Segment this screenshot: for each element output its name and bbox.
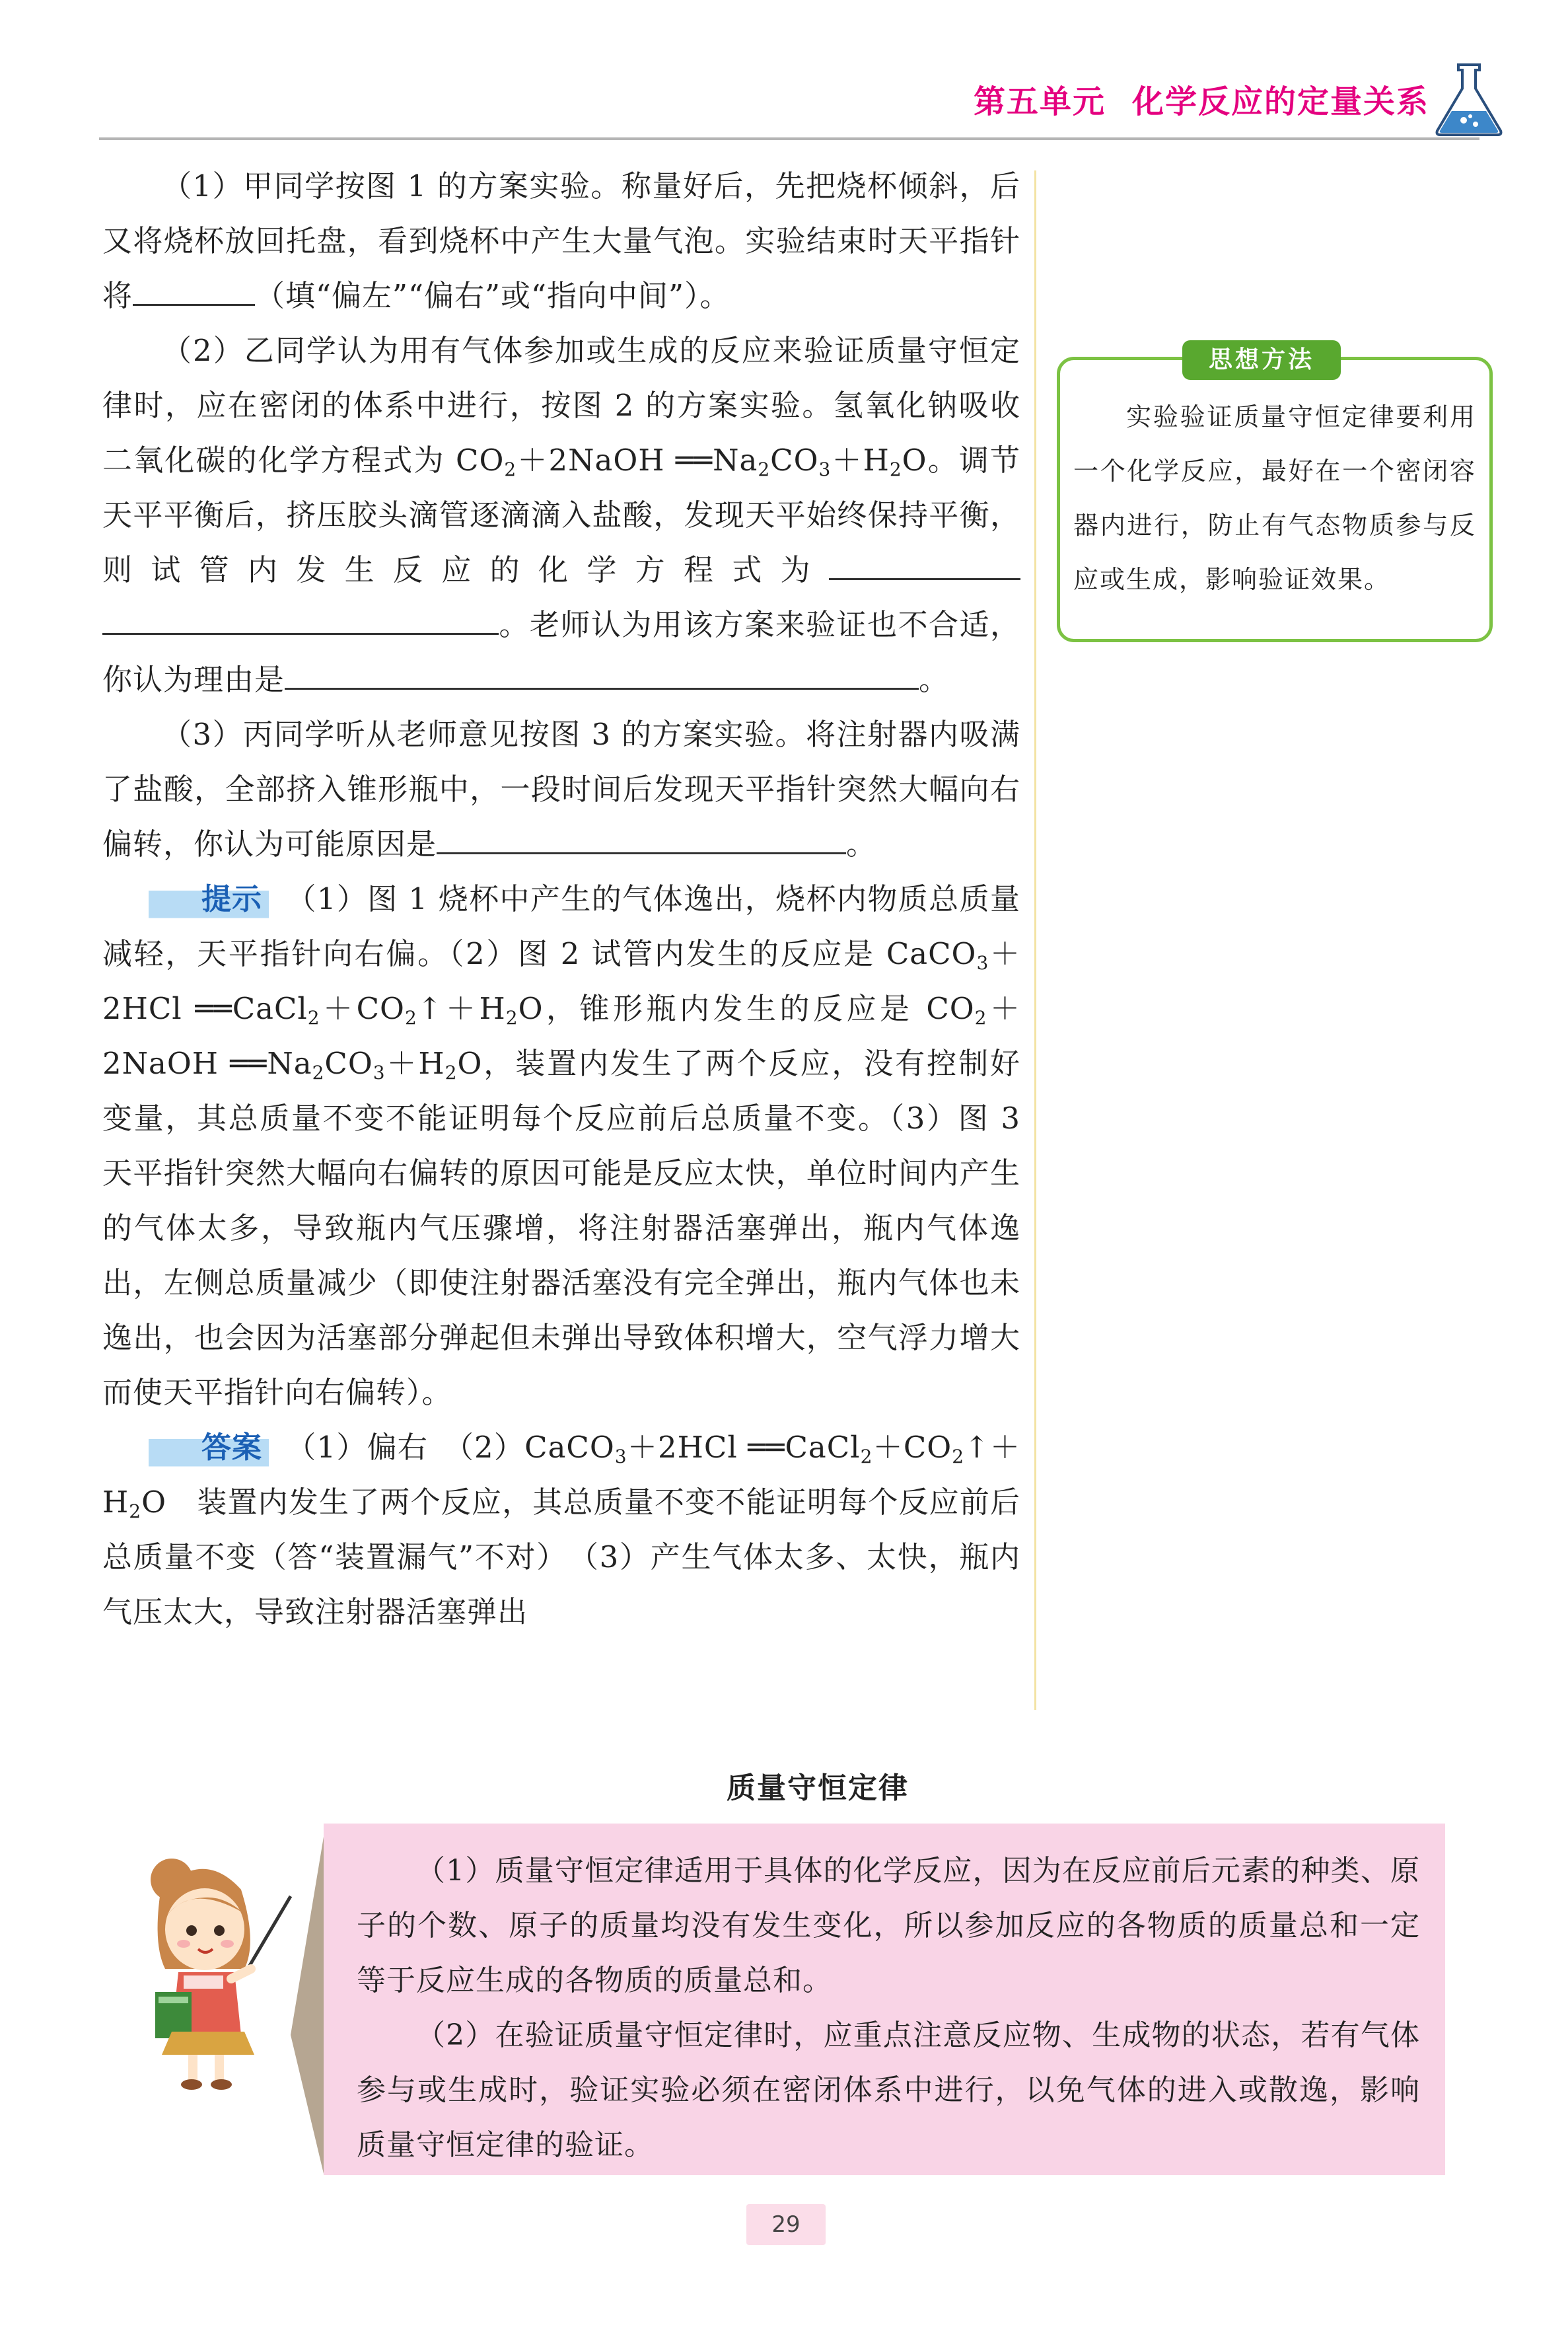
method-note-text: 实验验证质量守恒定律要利用一个化学反应，最好在一个密闭容器内进行，防止有气态物质参与反应或生成，影响验证效果。 <box>1073 402 1476 594</box>
question-3: （3）丙同学听从老师意见按图 3 的方案实验。将注射器内吸满了盐酸，全部挤入锥形瓶中，一段时间后发现天平指针突然大幅向右偏转，你认为可能原因是 。 <box>102 717 1020 862</box>
answer-section: 答案 （1）偏右 （2）CaCO$_3$＋2HCl $══CaCl_2+CO_2↑+H_2O$ 装置内发生了两个反应，其总质量不变不能证明每个反应前后总质量不变（答“装置漏气”不对） （3）产生气体太多、太快，瓶内气压太大，导致注射器活塞弹出 <box>102 1420 1020 1639</box>
answer-blank[interactable] <box>102 599 499 635</box>
unit-number: 第五单元 <box>973 83 1106 120</box>
answer-blank[interactable] <box>133 270 255 306</box>
column-divider <box>1034 170 1036 1710</box>
answer-blank[interactable] <box>437 818 846 854</box>
summary-paragraph-2: （2）在验证质量守恒定律时，应重点注意反应物、生成物的状态，若有气体参与或生成时，验证实验必须在密闭体系中进行，以免气体的进入或散逸，影响质量守恒定律的验证。 <box>357 2018 1420 2162</box>
main-column <box>102 159 1020 1639</box>
flask-icon <box>1429 59 1509 139</box>
summary-paragraph-1: （1）质量守恒定律适用于具体的化学反应，因为在反应前后元素的种类、原子的个数、原子的质量均没有发生变化，所以参加反应的各物质的质量总和一定等于反应生成的各物质的质量总和。 <box>357 1854 1420 1997</box>
question-2: （2）乙同学认为用有气体参加或生成的反应来验证质量守恒定律时，应在密闭的体系中进行，按图 2 的方案实验。氢氧化钠吸收二氧化碳的化学方程式为 $CO_2+2NaOH$ $══Na_2CO_3+H_2O$。调节天平平衡后，挤压胶头滴管逐滴滴入盐酸，发现天平始终保持平衡，则试管内发生反应的化学方程式为。老师认为用该方案来验证也不合适，你认为理由是 。 <box>102 333 1020 697</box>
page-number: 29 <box>746 2204 826 2245</box>
answer-label: 答案 <box>149 1420 269 1475</box>
summary-text <box>357 1843 1420 2172</box>
summary-title: 质量守恒定律 <box>727 1771 909 1805</box>
answer-blank[interactable] <box>829 544 1020 580</box>
teacher-girl-illustration <box>125 1843 297 2094</box>
question-1: （1）甲同学按图 1 的方案实验。称量好后，先把烧杯倾斜，后又将烧杯放回托盘，看到烧杯中产生大量气泡。实验结束时天平指针将 （填“偏左”“偏右”或“指向中间”）。 <box>102 168 1020 313</box>
answer-blank[interactable] <box>285 653 919 690</box>
hint-section: 提示 （1）图 1 烧杯中产生的气体逸出，烧杯内物质总质量减轻，天平指针向右偏。（2）图 2 试管内发生的反应是 CaCO$_3$＋2HCl $══CaCl_2+CO_2↑+H_2O$，锥形瓶内发生的反应是 $CO_2+2NaOH$ $══Na_2CO_3+H_2O$，装置内发生了两个反应，没有控制好变量，其总质量不变不能证明每个反应前后总质量不变。（3）图 3 天平指针突然大幅向右偏转的原因可能是反应太快，单位时间内产生的气体太多，导致瓶内气压骤增，将注射器活塞弹出，瓶内气体逸出，左侧总质量减少（即使注射器活塞没有完全弹出，瓶内气体也未逸出，也会因为活塞部分弹起但未弹出导致体积增大，空气浮力增大而使天平指针向右偏转）。 <box>102 871 1020 1420</box>
method-note-tab: 思想方法 <box>1182 340 1341 380</box>
header-divider <box>99 137 1479 140</box>
hint-label: 提示 <box>149 871 269 926</box>
unit-title: 化学反应的定量关系 <box>1131 83 1429 120</box>
unit-header <box>974 76 1429 122</box>
